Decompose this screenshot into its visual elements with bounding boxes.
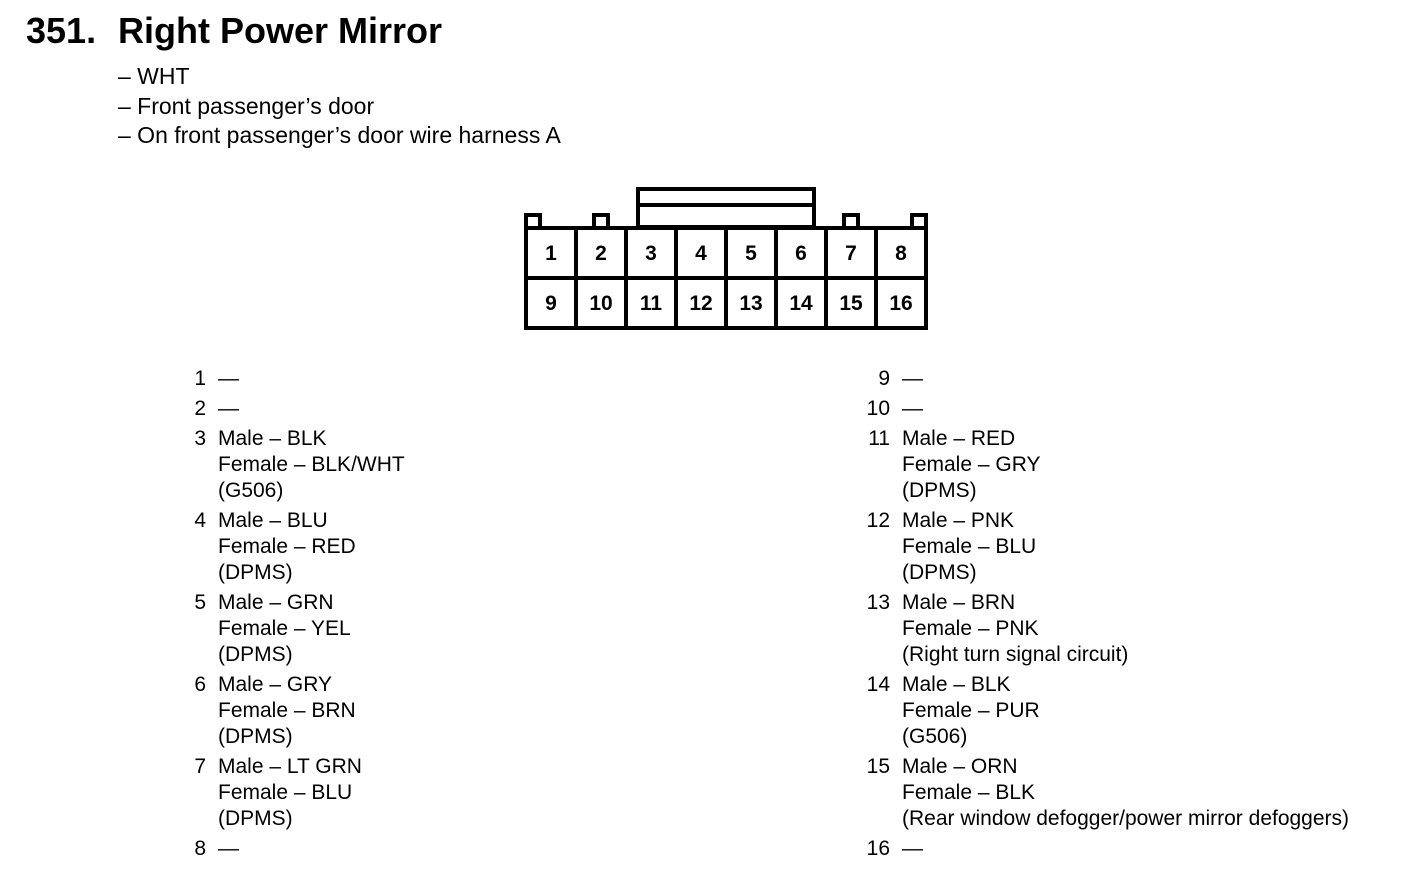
pin-wire-info: (Right turn signal circuit) xyxy=(902,643,1129,666)
pin-list-left xyxy=(176,366,405,866)
detail-harness: – On front passenger’s door wire harness A xyxy=(118,122,561,148)
pin-number: 12 xyxy=(866,509,890,532)
cavity-number: 13 xyxy=(739,292,763,315)
pin-wire-info: (DPMS) xyxy=(218,725,293,748)
pin-number: 10 xyxy=(866,397,890,420)
pin-entry xyxy=(860,508,1349,586)
pin-entry xyxy=(860,396,1349,422)
cavity-number: 1 xyxy=(545,242,557,265)
pin-number: 8 xyxy=(194,837,206,860)
pin-description xyxy=(218,396,239,422)
pin-description xyxy=(902,590,1128,668)
pin-wire-info: — xyxy=(218,397,239,420)
pin-wire-info: — xyxy=(902,367,923,390)
pin-wire-info: — xyxy=(902,397,923,420)
pin-wire-info: (DPMS) xyxy=(902,479,977,502)
pin-number: 13 xyxy=(866,591,890,614)
pin-number: 4 xyxy=(194,509,206,532)
pin-wire-info: Male – BLK xyxy=(218,427,327,450)
pin-number: 7 xyxy=(194,755,206,778)
pin-entry xyxy=(860,754,1349,832)
pin-wire-info: Male – BLU xyxy=(218,509,328,532)
pin-entry xyxy=(860,836,1349,862)
pin-wire-info: Female – BLK/WHT xyxy=(218,453,405,476)
pin-wire-info: Female – BLU xyxy=(902,535,1037,558)
pin-wire-info: Male – LT GRN xyxy=(218,755,362,778)
pin-list-right xyxy=(860,366,1349,866)
pin-description xyxy=(218,590,351,668)
pin-entry xyxy=(176,590,405,668)
pin-description xyxy=(902,366,923,392)
pin-description xyxy=(902,396,923,422)
section-number: 351. xyxy=(26,10,97,51)
pin-wire-info: Female – YEL xyxy=(218,617,351,640)
pin-description xyxy=(218,672,356,750)
pin-entry xyxy=(176,396,405,422)
pin-number: 16 xyxy=(866,837,890,860)
pin-wire-info: (DPMS) xyxy=(902,561,977,584)
pin-number: 9 xyxy=(878,367,890,390)
pin-wire-info: Male – BLK xyxy=(902,673,1011,696)
pin-wire-info: Male – PNK xyxy=(902,509,1015,532)
pin-entry xyxy=(860,426,1349,504)
section-title: Right Power Mirror xyxy=(118,10,443,51)
cavity-number: 8 xyxy=(895,242,907,265)
pin-wire-info: (G506) xyxy=(902,725,968,748)
pin-entry xyxy=(176,754,405,832)
pin-wire-info: Female – BRN xyxy=(218,699,356,722)
pin-number: 1 xyxy=(194,367,206,390)
cavity-number: 3 xyxy=(645,242,657,265)
cavity-number: 2 xyxy=(595,242,607,265)
pin-wire-info: Female – RED xyxy=(218,535,356,558)
pin-wire-info: Female – PNK xyxy=(902,617,1039,640)
pin-wire-info: Male – GRY xyxy=(218,673,332,696)
cavity-number: 16 xyxy=(889,292,913,315)
pin-entry xyxy=(176,426,405,504)
pin-number: 6 xyxy=(194,673,206,696)
pin-number: 3 xyxy=(194,427,206,450)
pin-number: 14 xyxy=(866,673,890,696)
pin-wire-info: Female – BLK xyxy=(902,781,1036,804)
pin-number: 5 xyxy=(194,591,206,614)
pin-wire-info: — xyxy=(218,367,239,390)
pin-entry xyxy=(860,590,1349,668)
pin-description xyxy=(218,508,356,586)
pin-description xyxy=(218,426,405,504)
pin-description xyxy=(218,366,239,392)
pin-wire-info: Male – GRN xyxy=(218,591,334,614)
pin-wire-info: (DPMS) xyxy=(218,807,293,830)
cavity-number: 9 xyxy=(545,292,557,315)
cavity-number: 6 xyxy=(795,242,807,265)
pin-wire-info: (G506) xyxy=(218,479,284,502)
cavity-number: 4 xyxy=(695,242,707,265)
pin-entry xyxy=(176,366,405,392)
pin-description xyxy=(902,508,1036,586)
cavity-number: 14 xyxy=(789,292,813,315)
pin-description xyxy=(218,836,239,862)
pin-number: 11 xyxy=(868,427,890,450)
pin-wire-info: Male – ORN xyxy=(902,755,1018,778)
pin-description xyxy=(902,672,1040,750)
pin-wire-info: Male – BRN xyxy=(902,591,1016,614)
cavity-number: 10 xyxy=(589,292,613,315)
cavity-number: 7 xyxy=(845,242,857,265)
cavity-number: 15 xyxy=(839,292,863,315)
pin-wire-info: Female – PUR xyxy=(902,699,1040,722)
pin-entry xyxy=(860,672,1349,750)
pin-wire-info: (DPMS) xyxy=(218,561,293,584)
pin-wire-info: Female – GRY xyxy=(902,453,1041,476)
pin-wire-info: Female – BLU xyxy=(218,781,353,804)
pin-entry xyxy=(176,836,405,862)
pin-description xyxy=(218,754,362,832)
pin-entry xyxy=(860,366,1349,392)
cavity-number: 12 xyxy=(689,292,713,315)
connector-diagram xyxy=(0,0,1408,400)
pin-entry xyxy=(176,672,405,750)
pin-number: 2 xyxy=(194,397,206,420)
pin-number: 15 xyxy=(866,755,890,778)
detail-color: – WHT xyxy=(118,63,190,89)
pin-wire-info: (Rear window defogger/power mirror defoggers) xyxy=(902,807,1350,830)
connector-lock-tab xyxy=(638,189,814,227)
pin-wire-info: Male – RED xyxy=(902,427,1016,450)
detail-location: – Front passenger’s door xyxy=(118,92,375,119)
cavity-number: 5 xyxy=(745,242,757,265)
pin-description xyxy=(902,426,1041,504)
pin-wire-info: (DPMS) xyxy=(218,643,293,666)
pin-wire-info: — xyxy=(218,837,239,860)
cavity-number: 11 xyxy=(639,292,663,315)
pin-description xyxy=(902,836,923,862)
pin-description xyxy=(902,754,1349,832)
pin-entry xyxy=(176,508,405,586)
pin-wire-info: — xyxy=(902,837,923,860)
